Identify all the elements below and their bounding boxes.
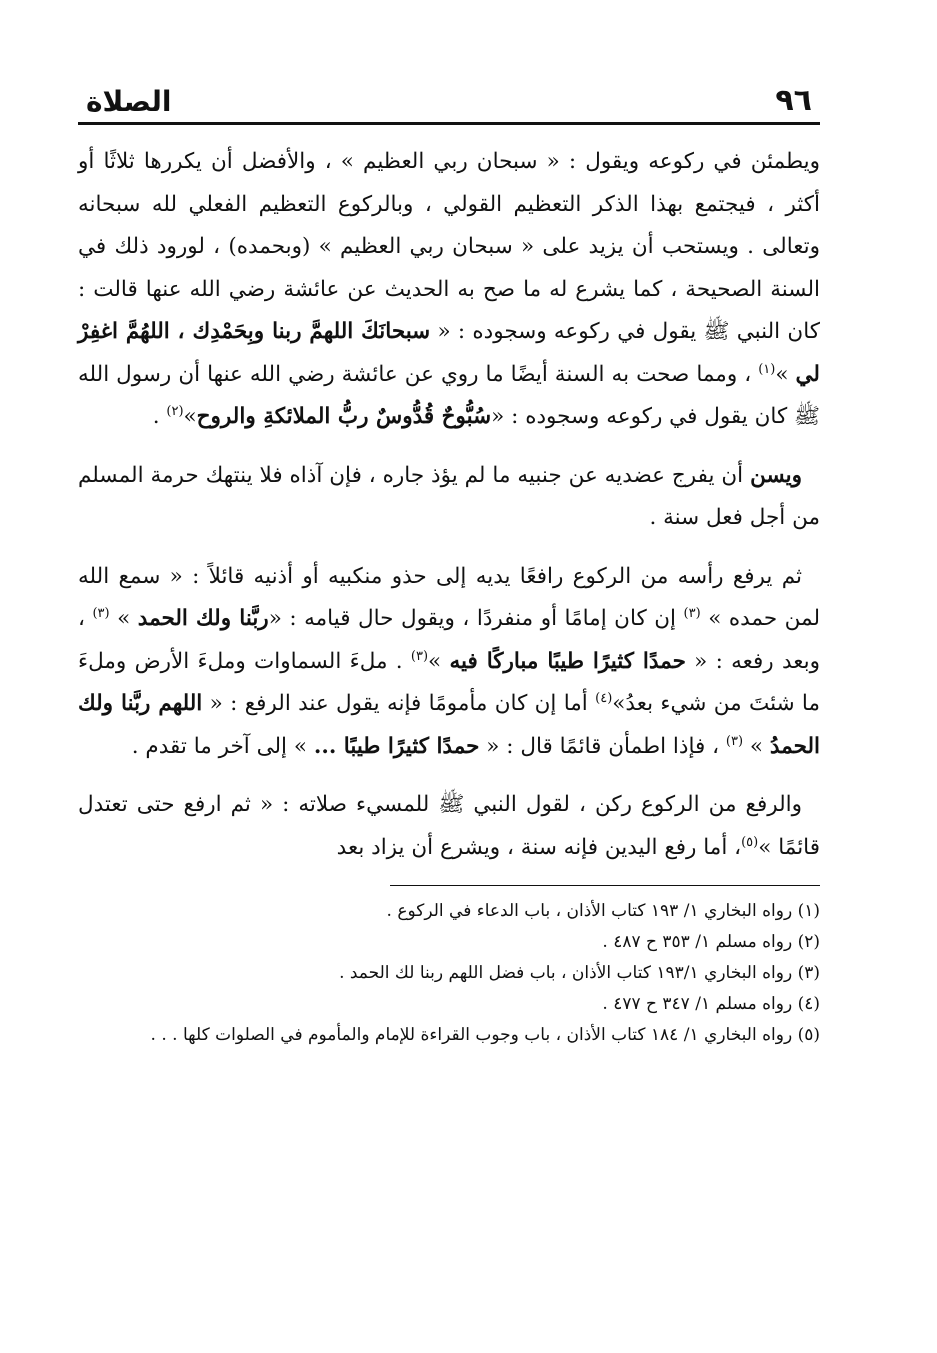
bold-phrase: سُبُّوحٌ قُدُّوسٌ ربُّ الملائكةِ والروح [196, 404, 492, 429]
footnote: (٤) رواه مسلم ١/ ٣٤٧ ح ٤٧٧ . [602, 994, 820, 1014]
page-body [78, 141, 820, 869]
text-run: ، فإذا اطمأن قائمًا قال : « [479, 733, 726, 759]
text-run: والرفع من الركوع ركن ، لقول النبي ﷺ للمسيء صلاته : « ثم ارفع حتى تعتدل قائمًا » [78, 792, 820, 860]
bold-phrase: سبحانَكَ اللهمَّ ربنا وبِحَمْدِك ، اللهُمَّ اغفِرْ لي [78, 319, 820, 387]
text-run: ، وبعد رفعه : « [78, 606, 820, 674]
bold-phrase: حمدًا كثيرًا طيبًا مباركًا فيه [449, 648, 686, 674]
footnote-divider [390, 885, 820, 886]
bold-phrase: اللهم ربَّنا ولك الحمدُ [78, 691, 820, 759]
footnote-marker: (٥) [741, 834, 759, 850]
text-run: » [109, 606, 138, 631]
footnote: (٢) رواه مسلم ١/ ٣٥٣ ح ٤٨٧ . [602, 932, 820, 952]
text-run: » [743, 733, 770, 759]
paragraph [78, 784, 820, 869]
text-run: » [775, 361, 796, 387]
footnote-marker: (٣) [410, 648, 429, 664]
footnote-marker: (١) [758, 361, 776, 377]
book-page [78, 80, 820, 1051]
bold-phrase: حمدًا كثيرًا طيبًا ... [313, 733, 480, 759]
text-run: أن يفرج عضديه عن جنبيه ما لم يؤذ جاره ، فإن آذاه فلا ينتهك حرمة المسلم من أجل فعل سنة . [78, 462, 820, 530]
page-number: ٩٦ [775, 83, 812, 118]
text-run: ، أما رفع اليدين فإنه سنة ، ويشرع أن يزاد بعد [336, 834, 742, 860]
text-run: . ملءَ السماوات وملءَ الأرض وملءَ ما شئتَ من شيء بعدُ» [78, 648, 820, 716]
text-run: ويطمئن في ركوعه ويقول : « سبحان ربي العظيم » ، والأفضل أن يكررها ثلاثًا أو أكثر ، فيجتمع بهذا الذكر التعظيم القولي ، وبالركوع التعظيم الفعلي لله سبحانه وتعالى . ويستحب أن يزيد على « سبحان ربي العظيم » (وبحمده) ، لورود ذلك في السنة الصحيحة ، كما يشرع له ما صح به الحديث عن عائشة رضي الله عنها قالت : كان النبي ﷺ يقول في ركوعه وسجوده : « [78, 149, 820, 344]
footnote-marker: (٣) [725, 733, 744, 749]
footnote-marker: (٣) [683, 605, 701, 621]
footnotes [78, 896, 820, 1051]
footnote-marker: (٢) [166, 403, 184, 419]
chapter-title: الصلاة [86, 85, 172, 118]
text-run: » [183, 404, 197, 429]
paragraph [78, 455, 820, 540]
paragraph [78, 556, 820, 769]
bold-phrase: ويسن [750, 462, 802, 488]
text-run: ، ومما صحت به السنة أيضًا ما روي عن عائشة رضي الله عنها أن رسول الله ﷺ كان يقول في ركوعه وسجوده : « [78, 361, 820, 429]
footnote: (٥) رواه البخاري ١/ ١٨٤ كتاب الأذان ، باب وجوب القراءة للإمام والمأموم في الصلوات كلها . . . [150, 1025, 820, 1045]
text-run: » [428, 648, 450, 674]
paragraph [78, 141, 820, 439]
footnote: (١) رواه البخاري ١/ ١٩٣ كتاب الأذان ، باب الدعاء في الركوع . [386, 901, 820, 921]
footnote-marker: (٣) [92, 605, 110, 621]
footnote: (٣) رواه البخاري ١٩٣/١ كتاب الأذان ، باب فضل اللهم ربنا لك الحمد . [339, 963, 820, 983]
text-run: » إلى آخر ما تقدم . [131, 733, 314, 759]
text-run: إن كان إمامًا أو منفردًا ، ويقول حال قيامه : « [268, 606, 684, 631]
footnote-marker: (٤) [595, 690, 613, 706]
text-run: أما إن كان مأمومًا فإنه يقول عند الرفع : « [202, 691, 596, 716]
text-run: . [152, 404, 167, 429]
page-header [78, 80, 820, 125]
bold-phrase: ربَّنا ولك الحمد [137, 606, 269, 631]
text-run: ثم يرفع رأسه من الركوع رافعًا يديه إلى حذو منكبيه أو أذنيه قائلاً : « سمع الله لمن حمده » [78, 563, 820, 631]
